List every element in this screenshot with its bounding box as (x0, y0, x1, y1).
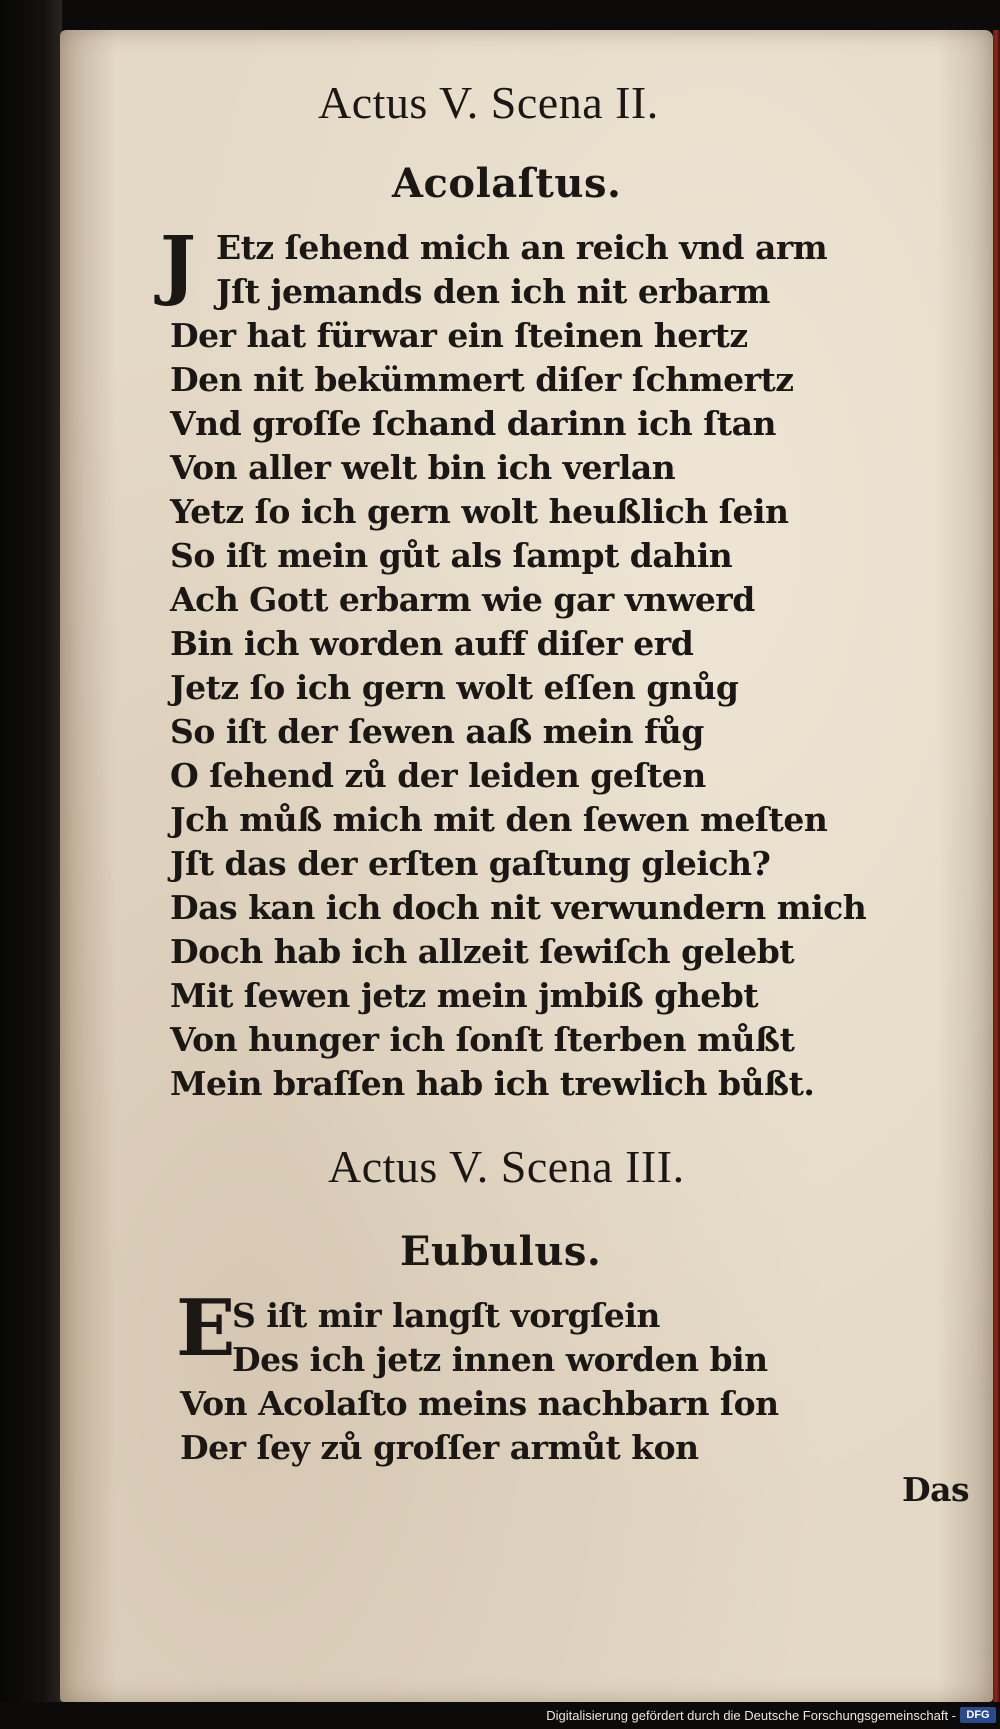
verse-line: Von Acolaſto meins nachbarn ſon (180, 1384, 779, 1423)
verse-line: So iſt der ſewen aaß mein fůg (170, 712, 704, 751)
verse-line: Vnd groſſe ſchand darinn ich ſtan (170, 404, 777, 443)
drop-initial-2: E (176, 1283, 236, 1374)
verse-line: Yetz ſo ich gern wolt heußlich ſein (170, 492, 789, 531)
verse-line: Doch hab ich allzeit ſewiſch gelebt (170, 932, 795, 971)
verse-line: Mein braſſen hab ich trewlich bůßt. (170, 1064, 815, 1103)
verse-line: Der hat fürwar ein ſteinen hertz (170, 316, 748, 355)
verse-line: Bin ich worden auff diſer erd (170, 624, 694, 663)
scene-heading-2: Actus V. Scena III. (328, 1141, 685, 1192)
verse-line: Jch můß mich mit den ſewen meſten (170, 800, 828, 839)
funding-credit: Digitalisierung gefördert durch die Deutsche Forschungsgemeinschaft - (546, 1708, 956, 1723)
footer-bar (0, 1702, 1000, 1729)
verse-line: S iſt mir langſt vorgſein (232, 1296, 660, 1335)
verse-line: Mit ſewen jetz mein jmbiß ghebt (170, 976, 759, 1015)
scene-heading-1: Actus V. Scena II. (318, 77, 659, 128)
catchword: Das (902, 1470, 970, 1509)
verse-line: Ach Gott erbarm wie gar vnwerd (170, 580, 755, 619)
verse-line: Von aller welt bin ich verlan (170, 448, 676, 487)
verse-line: Den nit bekümmert diſer ſchmertz (170, 360, 794, 399)
verse-line: So iſt mein gůt als ſampt dahin (170, 536, 733, 575)
verse-line: O ſehend zů der leiden geſten (170, 756, 706, 795)
verse-line: Von hunger ich ſonſt ſterben můßt (170, 1020, 795, 1059)
verse-line: Etz ſehend mich an reich vnd arm (216, 228, 828, 267)
page-red-edge (993, 30, 1000, 1702)
speaker-name-1: Acolaſtus. (392, 160, 622, 207)
verse-line: Jetz ſo ich gern wolt eſſen gnůg (170, 668, 739, 707)
dfg-logo: DFG (960, 1707, 996, 1723)
verse-line: Jſt jemands den ich nit erbarm (216, 272, 770, 311)
book-spine-shadow (0, 0, 62, 1729)
verse-line: Des ich jetz innen worden bin (232, 1340, 768, 1379)
speaker-name-2: Eubulus. (400, 1228, 602, 1275)
verse-line: Der ſey zů groſſer armůt kon (180, 1428, 699, 1467)
verse-line: Jſt das der erſten gaſtung gleich? (170, 844, 771, 883)
drop-initial-1: J (160, 219, 196, 308)
verse-line: Das kan ich doch nit verwundern mich (170, 888, 867, 927)
